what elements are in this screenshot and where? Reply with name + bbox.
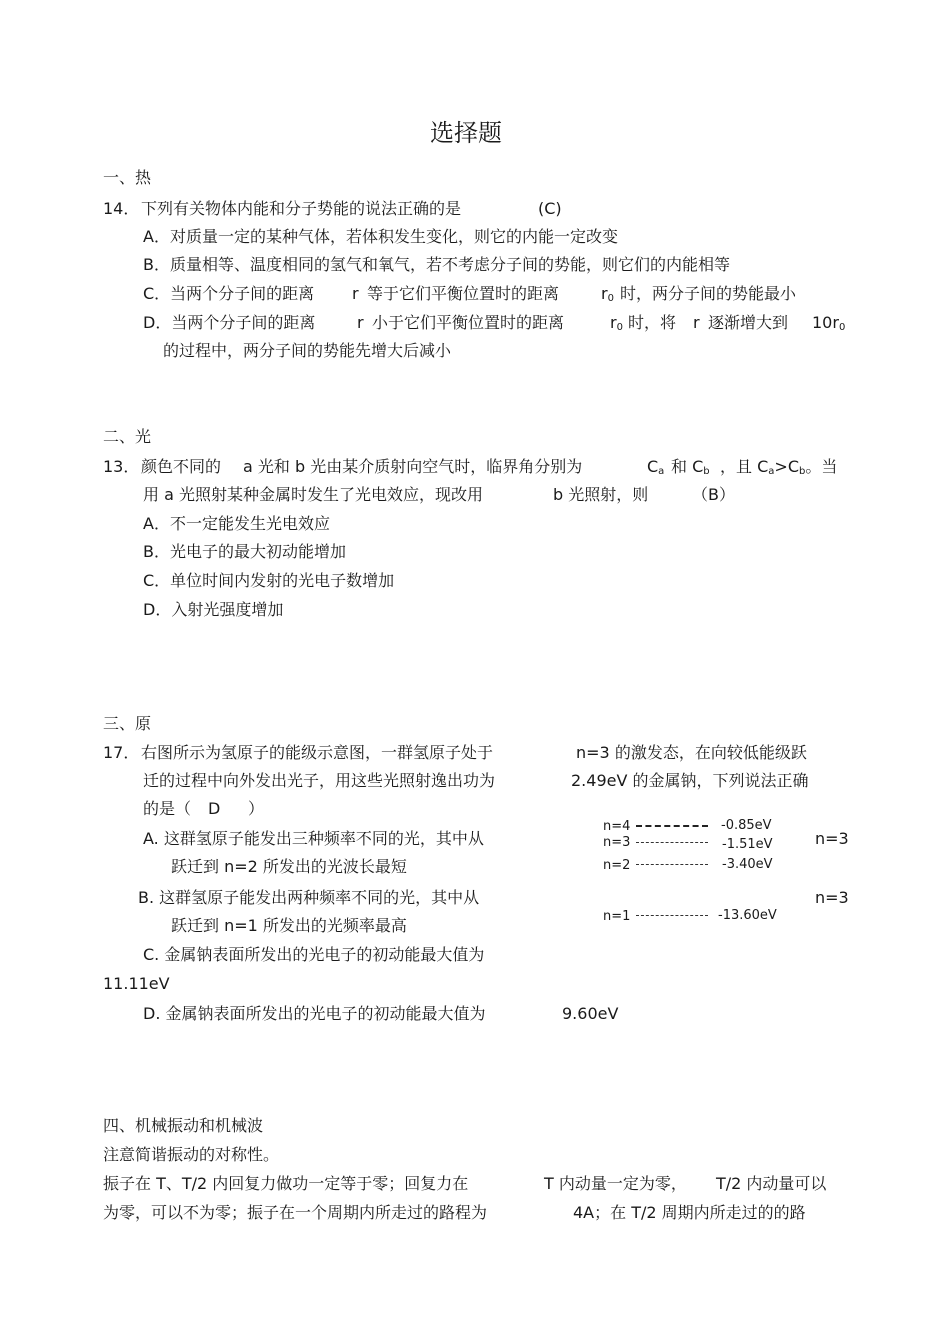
section4-note: 注意简谐振动的对称性。 [103, 1145, 280, 1164]
q17-option-a-line1: A. 这群氢原子能发出三种频率不同的光，其中从 [143, 829, 484, 848]
q17-option-d-line1: D. 金属钠表面所发出的光电子的初动能最大值为 [143, 1004, 486, 1023]
level-n2-energy: -3.40eV [722, 857, 773, 872]
section4-line1-b: T 内动量一定为零， [544, 1174, 687, 1193]
q13-option-a: A．不一定能发生光电效应 [143, 514, 330, 533]
q17-answer: D [208, 799, 221, 818]
level-n3-label: n=3 [603, 835, 631, 850]
q14-option-d-post1: 时，将 [628, 313, 677, 332]
q14-option-c-pre: C．当两个分子间的距离 [143, 284, 315, 303]
level-n1-energy: -13.60eV [718, 908, 777, 923]
level-n1-label: n=1 [603, 909, 631, 924]
level-n2-line [636, 864, 708, 865]
q13-line2-b: b 光照射，则 [553, 485, 649, 504]
q14-option-d-r0: $r_0$ [610, 313, 623, 333]
section4-line2-b: 4A；在 T/2 周期内所走过的的路 [573, 1203, 806, 1222]
q17-option-b-line2: 跃迁到 n=1 所发出的光频率最高 [171, 916, 407, 935]
q14-option-d-line2: 的过程中，两分子间的势能先增大后减小 [163, 341, 452, 360]
level-n3-energy: -1.51eV [722, 837, 773, 852]
question-14-text: 下列有关物体内能和分子势能的说法正确的是 [141, 199, 462, 218]
q17-line3-c: ） [248, 799, 265, 818]
q13-line1-ca: $C_a$ [647, 457, 665, 477]
level-n4-energy: -0.85eV [721, 818, 772, 833]
q14-option-d-pre: D．当两个分子间的距离 [143, 313, 316, 332]
q14-option-d-post2: 逐渐增大到 [708, 313, 789, 332]
q17-option-c-line2: 11.11eV [103, 974, 170, 993]
q14-option-d-r2: r [693, 313, 700, 332]
q13-answer: （B） [692, 485, 735, 504]
section4-line2-a: 为零，可以不为零；振子在一个周期内所走过的路程为 [103, 1203, 488, 1222]
level-n1-line [636, 915, 708, 916]
section-heading-heat: 一、热 [103, 168, 152, 187]
q17-line1-b: n=3 的激发态，在向较低能级跃 [576, 743, 807, 762]
q14-option-d-10r0: $10r_0$ [812, 313, 846, 333]
q17-line1-a: 右图所示为氢原子的能级示意图，一群氢原子处于 [141, 743, 494, 762]
question-13-number: 13． [103, 457, 140, 476]
q14-option-d-mid: 小于它们平衡位置时的距离 [372, 313, 565, 332]
q14-option-c-r: r [352, 284, 359, 303]
question-17-number: 17． [103, 743, 140, 762]
q14-option-c-r0: $r_0$ [601, 284, 614, 304]
q17-option-c-line1: C. 金属钠表面所发出的光电子的初动能最大值为 [143, 945, 485, 964]
q14-option-d-r: r [357, 313, 364, 332]
q17-line2-b: 2.49eV 的金属钠，下列说法正确 [571, 771, 809, 790]
section-heading-vibration: 四、机械振动和机械波 [103, 1116, 264, 1135]
section-heading-atom: 三、原 [103, 714, 152, 733]
q14-option-a: A．对质量一定的某种气体，若体积发生变化，则它的内能一定改变 [143, 227, 618, 246]
section-heading-light: 二、光 [103, 427, 152, 446]
question-14-answer: (C) [538, 199, 562, 218]
q14-option-c-mid: 等于它们平衡位置时的距离 [367, 284, 560, 303]
level-n4-label: n=4 [603, 819, 631, 834]
level-n4-line [636, 825, 708, 827]
q17-option-b-n3: n=3 [815, 888, 849, 907]
section4-line1-c: T/2 内动量可以 [716, 1174, 827, 1193]
q14-option-b: B．质量相等、温度相同的氢气和氧气，若不考虑分子间的势能，则它们的内能相等 [143, 255, 730, 274]
q17-option-b-line1: B. 这群氢原子能发出两种频率不同的光，其中从 [138, 888, 480, 907]
q14-option-c-post: 时，两分子间的势能最小 [620, 284, 797, 303]
level-n3-line [636, 842, 708, 843]
q13-line1-cb: 和 $C_b$ [671, 457, 710, 477]
q17-option-d-value: 9.60eV [562, 1004, 619, 1023]
q13-line1-ineq: ，且 $C_a>C_b$。当 [720, 457, 838, 477]
q13-option-d: D．入射光强度增加 [143, 600, 284, 619]
question-14-number: 14． [103, 199, 140, 218]
q17-line2-a: 迁的过程中向外发出光子，用这些光照射逸出功为 [143, 771, 496, 790]
section4-line1-a: 振子在 T、T/2 内回复力做功一定等于零；回复力在 [103, 1174, 469, 1193]
q13-option-b: B．光电子的最大初动能增加 [143, 542, 346, 561]
q17-option-a-n3: n=3 [815, 829, 849, 848]
q17-line3-a: 的是（ [143, 799, 192, 818]
q13-option-c: C．单位时间内发射的光电子数增加 [143, 571, 395, 590]
q17-option-a-line2: 跃迁到 n=2 所发出的光波长最短 [171, 857, 407, 876]
page-title: 选择题 [430, 119, 502, 147]
q13-line2-a: 用 a 光照射某种金属时发生了光电效应，现改用 [143, 485, 483, 504]
q13-line1-b: a 光和 b 光由某介质射向空气时，临界角分别为 [243, 457, 583, 476]
q13-line1-a: 颜色不同的 [141, 457, 222, 476]
level-n2-label: n=2 [603, 858, 631, 873]
